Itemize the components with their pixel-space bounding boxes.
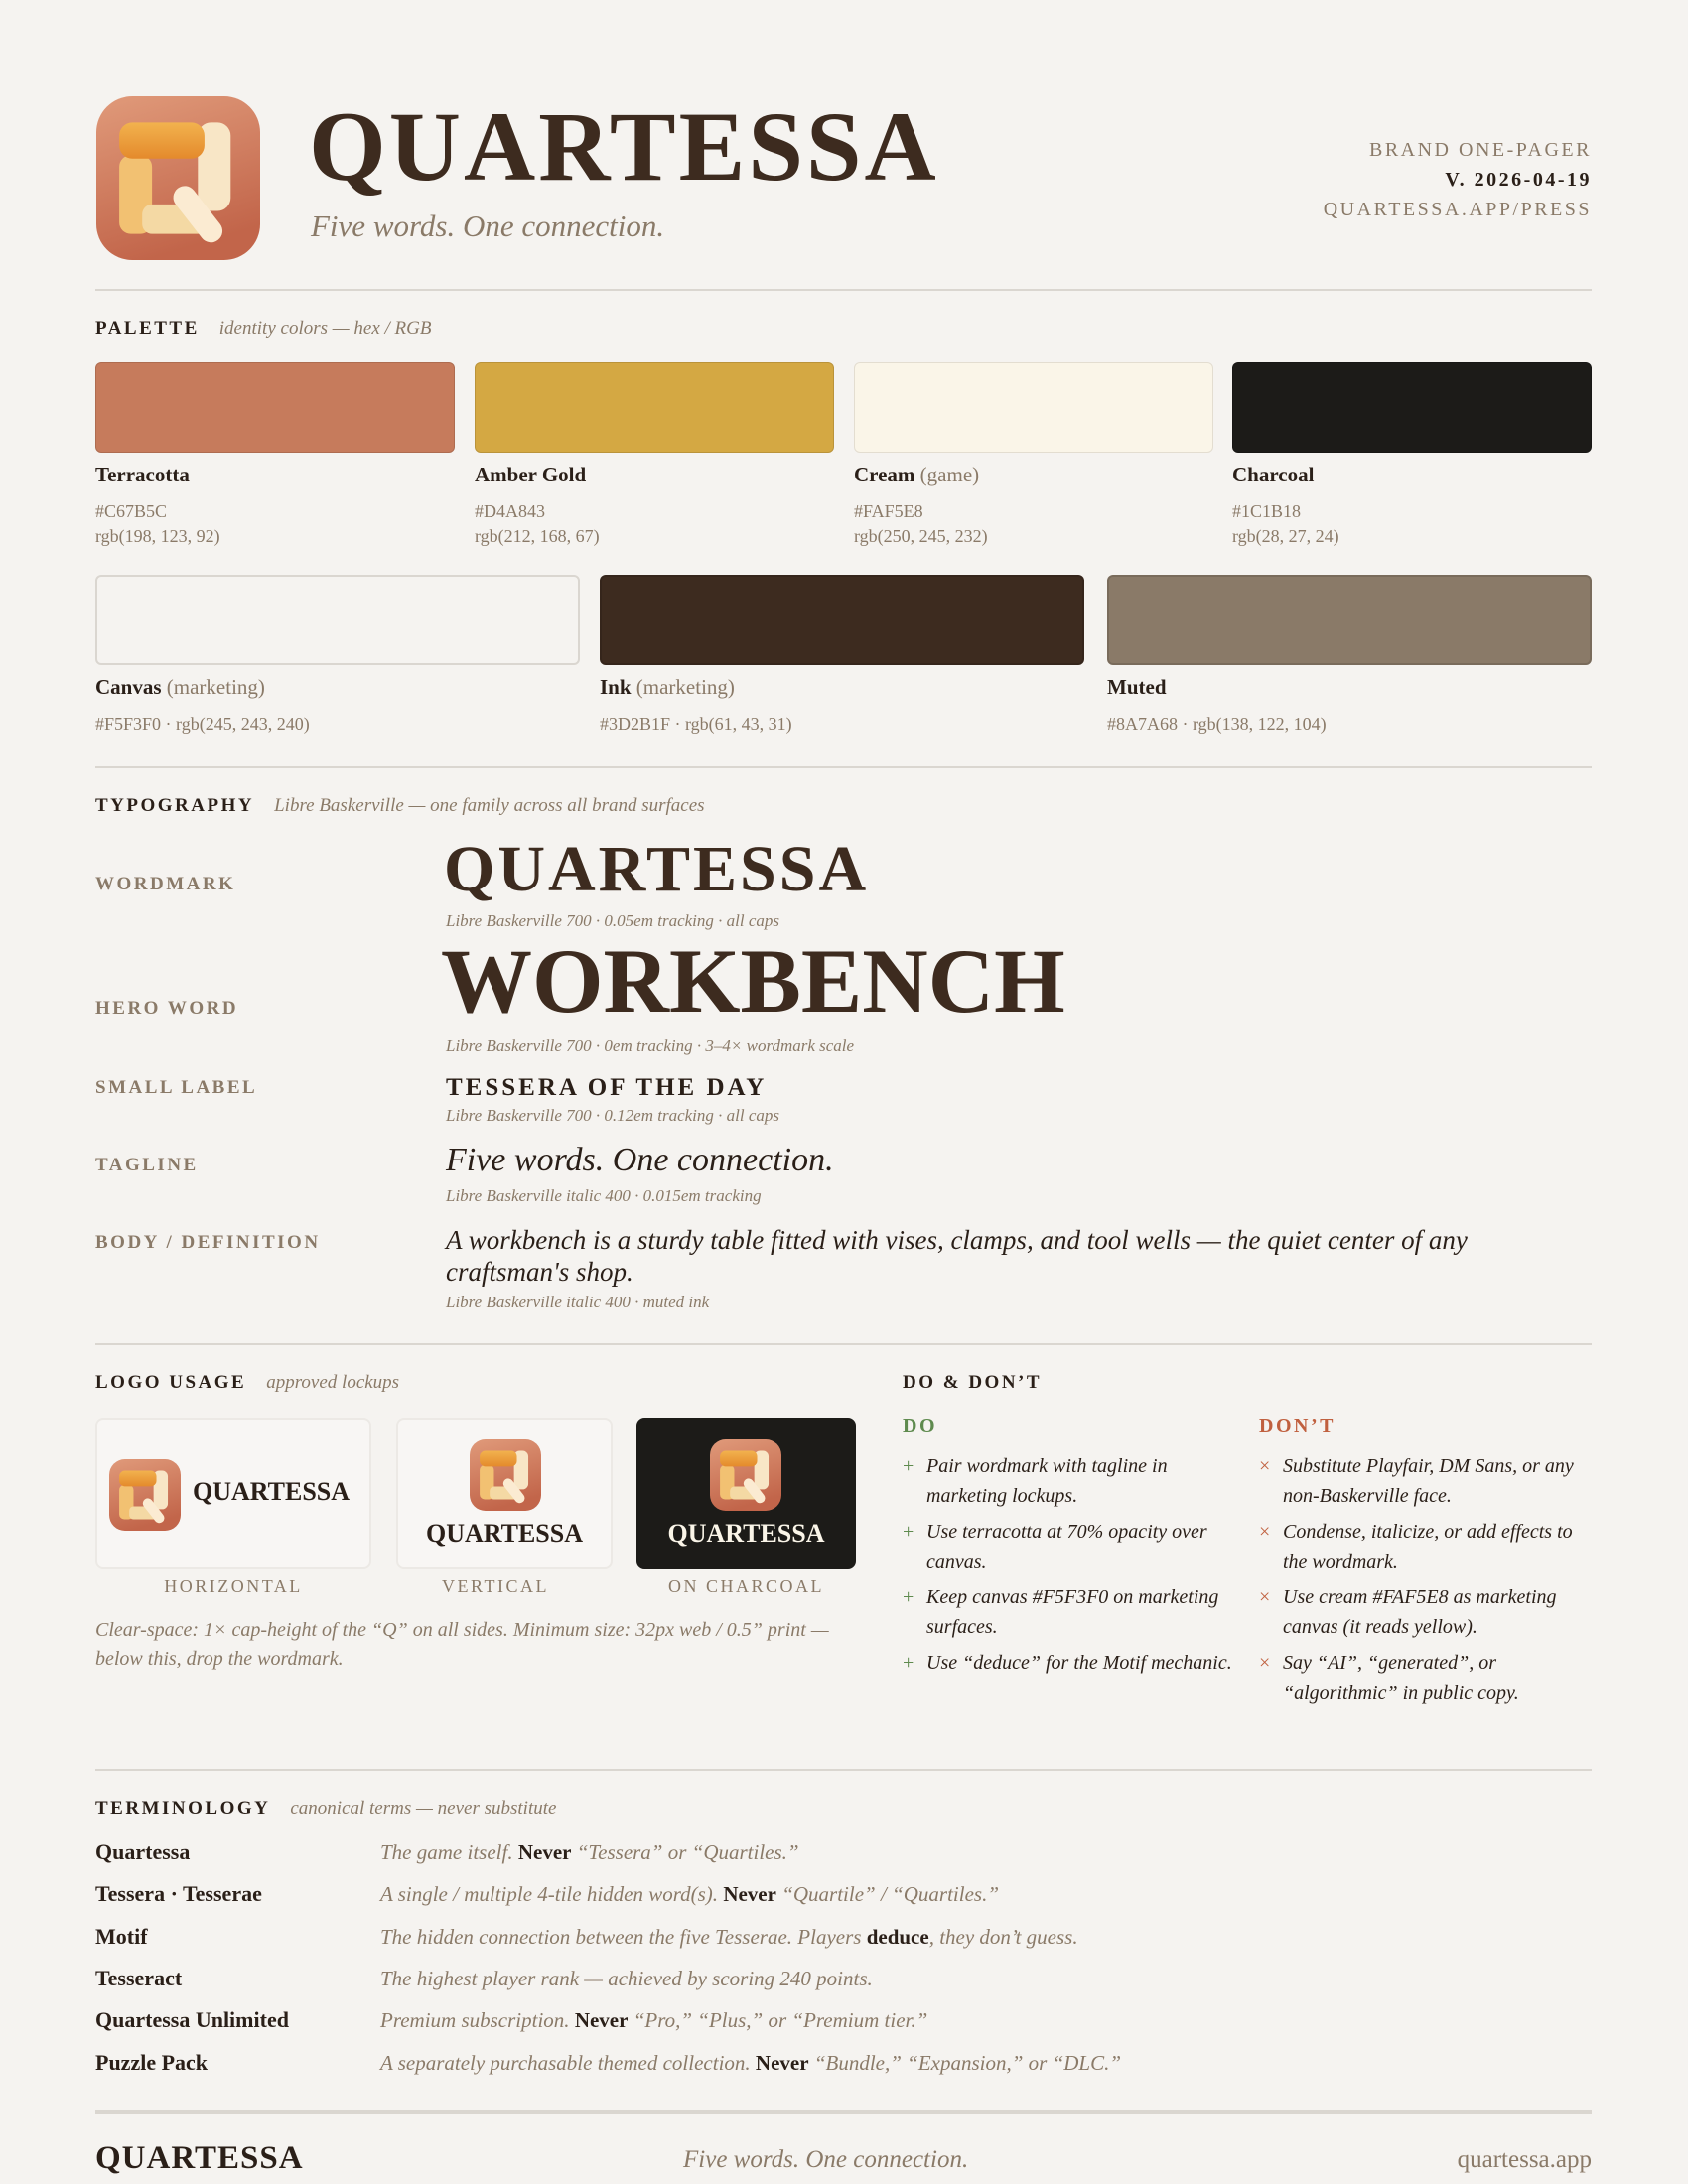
lockup-on-charcoal xyxy=(636,1418,856,1569)
do-item: + Keep canvas #F5F3F0 on marketing surfaces. xyxy=(903,1583,1245,1642)
palette-heading: PALETTE identity colors — hex / RGB xyxy=(95,318,432,339)
color-swatch xyxy=(1107,575,1592,665)
type-sample-tagline: Five words. One connection. xyxy=(446,1142,834,1178)
cross-icon: × xyxy=(1259,1652,1271,1674)
term-name: Quartessa xyxy=(95,1840,191,1864)
page-title: QUARTESSA xyxy=(309,91,939,202)
term-name: Puzzle Pack xyxy=(95,2049,209,2075)
plus-icon: + xyxy=(903,1455,914,1477)
doc-version: V. 2026-04-19 xyxy=(1445,169,1592,191)
header-meta xyxy=(1324,135,1592,224)
typography-heading: TYPOGRAPHY Libre Baskerville — one family across all brand surfaces xyxy=(95,795,705,816)
type-caption: Libre Baskerville 700 · 0.05em tracking · all caps xyxy=(446,911,780,930)
lockup-label: VERTICAL xyxy=(442,1576,549,1596)
do-heading: DO xyxy=(903,1415,937,1436)
dont-item: × Use cream #FAF5E8 as marketing canvas (it reads yellow). xyxy=(1259,1583,1592,1642)
swatch-values: #3D2B1F · rgb(61, 43, 31) xyxy=(600,714,792,734)
swatch-name: Terracotta xyxy=(95,463,190,486)
lockup-vertical xyxy=(396,1418,613,1569)
type-sample-wordmark: QUARTESSA xyxy=(444,833,870,905)
clear-space-note: Clear-space: 1× cap-height of the “Q” on all sides. Minimum size: 32px web / 0.5” print — below this, drop the wordmark. xyxy=(95,1619,829,1670)
type-caption: Libre Baskerville 700 · 0em tracking · 3–4× wordmark scale xyxy=(446,1036,855,1055)
type-caption: Libre Baskerville italic 400 · 0.015em tracking xyxy=(446,1186,762,1205)
lockup-wordmark: QUARTESSA xyxy=(667,1519,825,1548)
type-sample-small: TESSERA OF THE DAY xyxy=(446,1074,768,1101)
divider xyxy=(95,1343,1592,1345)
swatch-name: Muted xyxy=(1107,675,1167,699)
app-logo-icon xyxy=(96,96,260,260)
dont-list xyxy=(1259,1452,1592,1707)
type-label-hero: HERO WORD xyxy=(95,998,239,1019)
type-caption: Libre Baskerville 700 · 0.12em tracking · all caps xyxy=(446,1106,780,1125)
footer-divider xyxy=(95,2110,1592,2114)
app-logo-icon xyxy=(109,1459,181,1531)
cross-icon: × xyxy=(1259,1455,1271,1477)
color-swatch xyxy=(854,362,1213,453)
lockup-wordmark: QUARTESSA xyxy=(425,1519,584,1548)
lockup-label: HORIZONTAL xyxy=(164,1576,303,1596)
footer-url[interactable]: quartessa.app xyxy=(1457,2146,1592,2173)
type-sample-hero: WORKBENCH xyxy=(441,930,1065,1031)
lockup-label: ON CHARCOAL xyxy=(667,1576,824,1596)
lockup-horizontal xyxy=(95,1418,371,1569)
color-swatch xyxy=(1232,362,1592,453)
swatch-name: Cream (game) xyxy=(854,463,980,486)
type-sample-body: A workbench is a sturdy table fitted with vises, clamps, and tool wells — the quiet center of any craftsman's shop. xyxy=(446,1225,1468,1287)
lockup-wordmark: QUARTESSA xyxy=(193,1477,351,1506)
do-item: + Use “deduce” for the Motif mechanic. xyxy=(903,1649,1245,1679)
term-name: Tessera · Tesserae xyxy=(95,1881,262,1907)
term-name: Tesseract xyxy=(95,1965,183,1990)
type-caption: Libre Baskerville italic 400 · muted ink xyxy=(446,1293,710,1311)
type-label-small: SMALL LABEL xyxy=(95,1077,258,1098)
footer-wordmark: QUARTESSA xyxy=(95,2140,304,2176)
term-name: Motif xyxy=(95,1923,148,1949)
cross-icon: × xyxy=(1259,1521,1271,1543)
color-swatch xyxy=(475,362,834,453)
term-definition: The highest player rank — achieved by scoring 240 points. xyxy=(380,1966,873,1990)
term-definition: The game itself. Never “Tessera” or “Quartiles.” xyxy=(380,1841,799,1864)
do-item: + Pair wordmark with tagline in marketing lockups. xyxy=(903,1452,1245,1511)
swatch-name: Amber Gold xyxy=(475,463,587,486)
press-link[interactable]: QUARTESSA.APP/PRESS xyxy=(1323,199,1592,220)
header-tagline: Five words. One connection. xyxy=(311,208,665,243)
logo-usage-heading: LOGO USAGE approved lockups xyxy=(95,1372,400,1393)
color-swatch xyxy=(95,362,455,453)
term-definition: Premium subscription. Never “Pro,” “Plus,” or “Premium tier.” xyxy=(380,2008,928,2033)
type-label-body: BODY / DEFINITION xyxy=(95,1232,321,1253)
app-logo-icon xyxy=(470,1439,541,1511)
divider xyxy=(95,1769,1592,1771)
swatch-values: #F5F3F0 · rgb(245, 243, 240) xyxy=(95,714,310,734)
swatch-name: Canvas (marketing) xyxy=(95,675,265,699)
footer-tagline: Five words. One connection. xyxy=(683,2146,969,2173)
do-item: + Use terracotta at 70% opacity over canvas. xyxy=(903,1518,1245,1576)
plus-icon: + xyxy=(903,1521,914,1543)
dont-item: × Say “AI”, “generated”, or “algorithmic” in public copy. xyxy=(1259,1649,1592,1707)
color-swatch xyxy=(95,575,580,665)
term-name: Quartessa Unlimited xyxy=(95,2007,289,2033)
swatch-name: Ink (marketing) xyxy=(600,675,735,699)
swatch-values: #C67B5C rgb(198, 123, 92) xyxy=(95,501,220,546)
swatch-values: #1C1B18 rgb(28, 27, 24) xyxy=(1232,501,1339,546)
doc-type: BRAND ONE-PAGER xyxy=(1368,139,1592,161)
type-label-tagline: TAGLINE xyxy=(95,1155,199,1175)
divider xyxy=(95,766,1592,768)
term-definition: A single / multiple 4-tile hidden word(s). Never “Quartile” / “Quartiles.” xyxy=(380,1882,1000,1907)
dont-item: × Substitute Playfair, DM Sans, or any non-Baskerville face. xyxy=(1259,1452,1592,1511)
terminology-heading: TERMINOLOGY canonical terms — never substitute xyxy=(95,1798,557,1819)
swatch-values: #FAF5E8 rgb(250, 245, 232) xyxy=(854,501,988,546)
swatch-name: Charcoal xyxy=(1232,463,1315,486)
plus-icon: + xyxy=(903,1652,914,1674)
term-definition: A separately purchasable themed collection. Never “Bundle,” “Expansion,” or “DLC.” xyxy=(380,2050,1122,2075)
cross-icon: × xyxy=(1259,1586,1271,1608)
swatch-values: #D4A843 rgb(212, 168, 67) xyxy=(475,501,600,546)
do-dont-heading: DO & DON’T xyxy=(903,1372,1043,1393)
app-logo-icon xyxy=(710,1439,781,1511)
color-swatch xyxy=(600,575,1084,665)
swatch-values: #8A7A68 · rgb(138, 122, 104) xyxy=(1107,714,1327,734)
dont-heading: DON’T xyxy=(1259,1415,1336,1436)
divider xyxy=(95,289,1592,291)
term-definition: The hidden connection between the five Tesserae. Players deduce, they don’t guess. xyxy=(380,1924,1078,1949)
dont-item: × Condense, italicize, or add effects to the wordmark. xyxy=(1259,1518,1592,1576)
type-label-wordmark: WORDMARK xyxy=(95,874,236,894)
do-list xyxy=(903,1452,1245,1679)
plus-icon: + xyxy=(903,1586,914,1608)
